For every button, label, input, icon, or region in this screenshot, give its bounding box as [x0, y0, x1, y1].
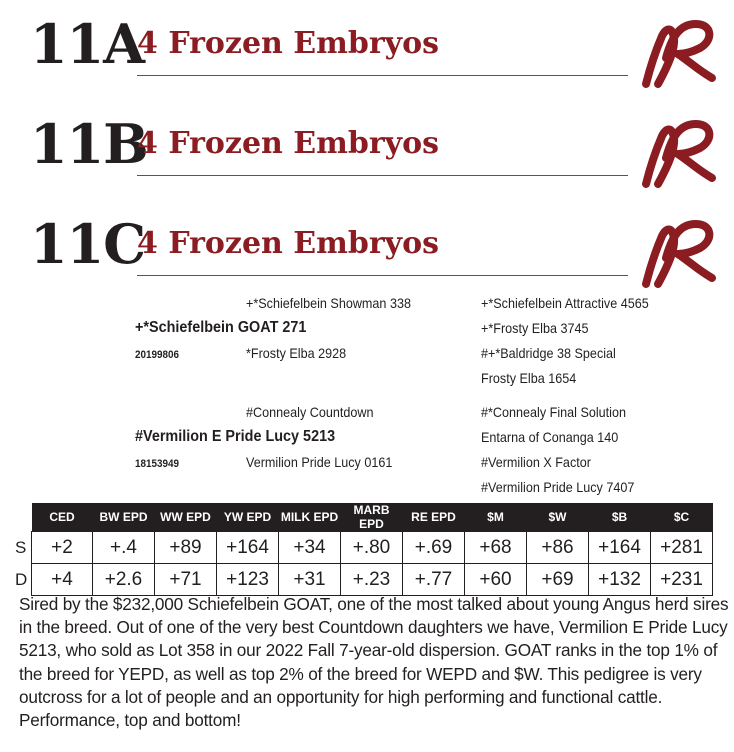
epd-cell: +.69 — [403, 532, 465, 564]
epd-cell: +164 — [589, 532, 651, 564]
epd-header: RE EPD — [403, 503, 465, 532]
dam-name: #Vermilion E Pride Lucy 5213 — [135, 428, 336, 445]
epd-table — [15, 503, 713, 596]
lot-number: 11B — [30, 112, 148, 176]
epd-cell: +123 — [217, 564, 279, 596]
epd-header-blank — [15, 503, 32, 532]
epd-cell: +34 — [279, 532, 341, 564]
dam-great-3: #Vermilion X Factor — [481, 454, 591, 470]
epd-cell: +.77 — [403, 564, 465, 596]
epd-header: $B — [589, 503, 651, 532]
epd-cell: +132 — [589, 564, 651, 596]
lot-description: Sired by the $232,000 Schiefelbein GOAT, one of the most talked about young Angus herd sires in the breed. Out of one of the very best Countdown daughters we have, Vermilion E Pride Lucy 5213, who sold as Lot 358 in our 2022 Fall 7-year-old dispersion. GOAT ranks in the top 1% of the breed for YEPD, as well as top 2% of the breed for WEPD and $W. This pedigree is very outcross for a lot of people and an opportunity for high performing and functional cattle. Performance, top and bottom! — [19, 594, 729, 731]
sire-great-1: +*Schiefelbein Attractive 4565 — [481, 295, 649, 311]
epd-cell: +.4 — [93, 532, 155, 564]
epd-row-label: S — [15, 532, 32, 564]
epd-row-label: D — [15, 564, 32, 596]
lot-title: 4 Frozen Embryos — [137, 226, 440, 261]
dam-great-2: Entarna of Conanga 140 — [481, 429, 619, 445]
lot-11b — [0, 114, 734, 204]
epd-cell: +.23 — [341, 564, 403, 596]
epd-cell: +4 — [32, 564, 93, 596]
epd-header: $W — [527, 503, 589, 532]
epd-row-dam — [15, 564, 713, 596]
dam-reg-number: 18153949 — [135, 458, 180, 470]
divider — [137, 75, 628, 76]
sire-dam: *Frosty Elba 2928 — [246, 345, 347, 361]
sire-great-2: +*Frosty Elba 3745 — [481, 320, 589, 336]
epd-header: CED — [32, 503, 93, 532]
sire-great-3: #+*Baldridge 38 Special — [481, 345, 616, 361]
epd-cell: +231 — [651, 564, 713, 596]
epd-header: MARB EPD — [341, 503, 403, 532]
dam-great-4: #Vermilion Pride Lucy 7407 — [481, 479, 635, 495]
epd-header: MILK EPD — [279, 503, 341, 532]
divider — [137, 175, 628, 176]
epd-row-sire — [15, 532, 713, 564]
dam-great-1: #*Connealy Final Solution — [481, 404, 626, 420]
sire-name: +*Schiefelbein GOAT 271 — [135, 319, 307, 336]
epd-cell: +164 — [217, 532, 279, 564]
vr-brand-logo-icon — [636, 214, 720, 294]
epd-header: YW EPD — [217, 503, 279, 532]
vr-brand-logo-icon — [636, 14, 720, 94]
epd-cell: +60 — [465, 564, 527, 596]
epd-header: WW EPD — [155, 503, 217, 532]
lot-number: 11A — [30, 12, 145, 76]
epd-cell: +89 — [155, 532, 217, 564]
vr-brand-logo-icon — [636, 114, 720, 194]
lot-number: 11C — [30, 212, 146, 276]
epd-cell: +.80 — [341, 532, 403, 564]
sire-sire: +*Schiefelbein Showman 338 — [246, 295, 411, 311]
sire-great-4: Frosty Elba 1654 — [481, 370, 577, 386]
epd-cell: +281 — [651, 532, 713, 564]
epd-header-row — [15, 503, 713, 532]
sire-reg-number: 20199806 — [135, 349, 180, 361]
epd-cell: +86 — [527, 532, 589, 564]
epd-cell: +69 — [527, 564, 589, 596]
epd-header: BW EPD — [93, 503, 155, 532]
epd-cell: +31 — [279, 564, 341, 596]
dam-dam: Vermilion Pride Lucy 0161 — [246, 454, 393, 470]
lot-11c — [0, 214, 734, 304]
epd-header: $M — [465, 503, 527, 532]
dam-sire: #Connealy Countdown — [246, 404, 374, 420]
epd-cell: +71 — [155, 564, 217, 596]
lot-title: 4 Frozen Embryos — [137, 126, 440, 161]
divider — [137, 275, 628, 276]
epd-cell: +2 — [32, 532, 93, 564]
epd-cell: +2.6 — [93, 564, 155, 596]
epd-cell: +68 — [465, 532, 527, 564]
epd-header: $C — [651, 503, 713, 532]
lot-title: 4 Frozen Embryos — [137, 26, 440, 61]
lot-11a — [0, 14, 734, 104]
